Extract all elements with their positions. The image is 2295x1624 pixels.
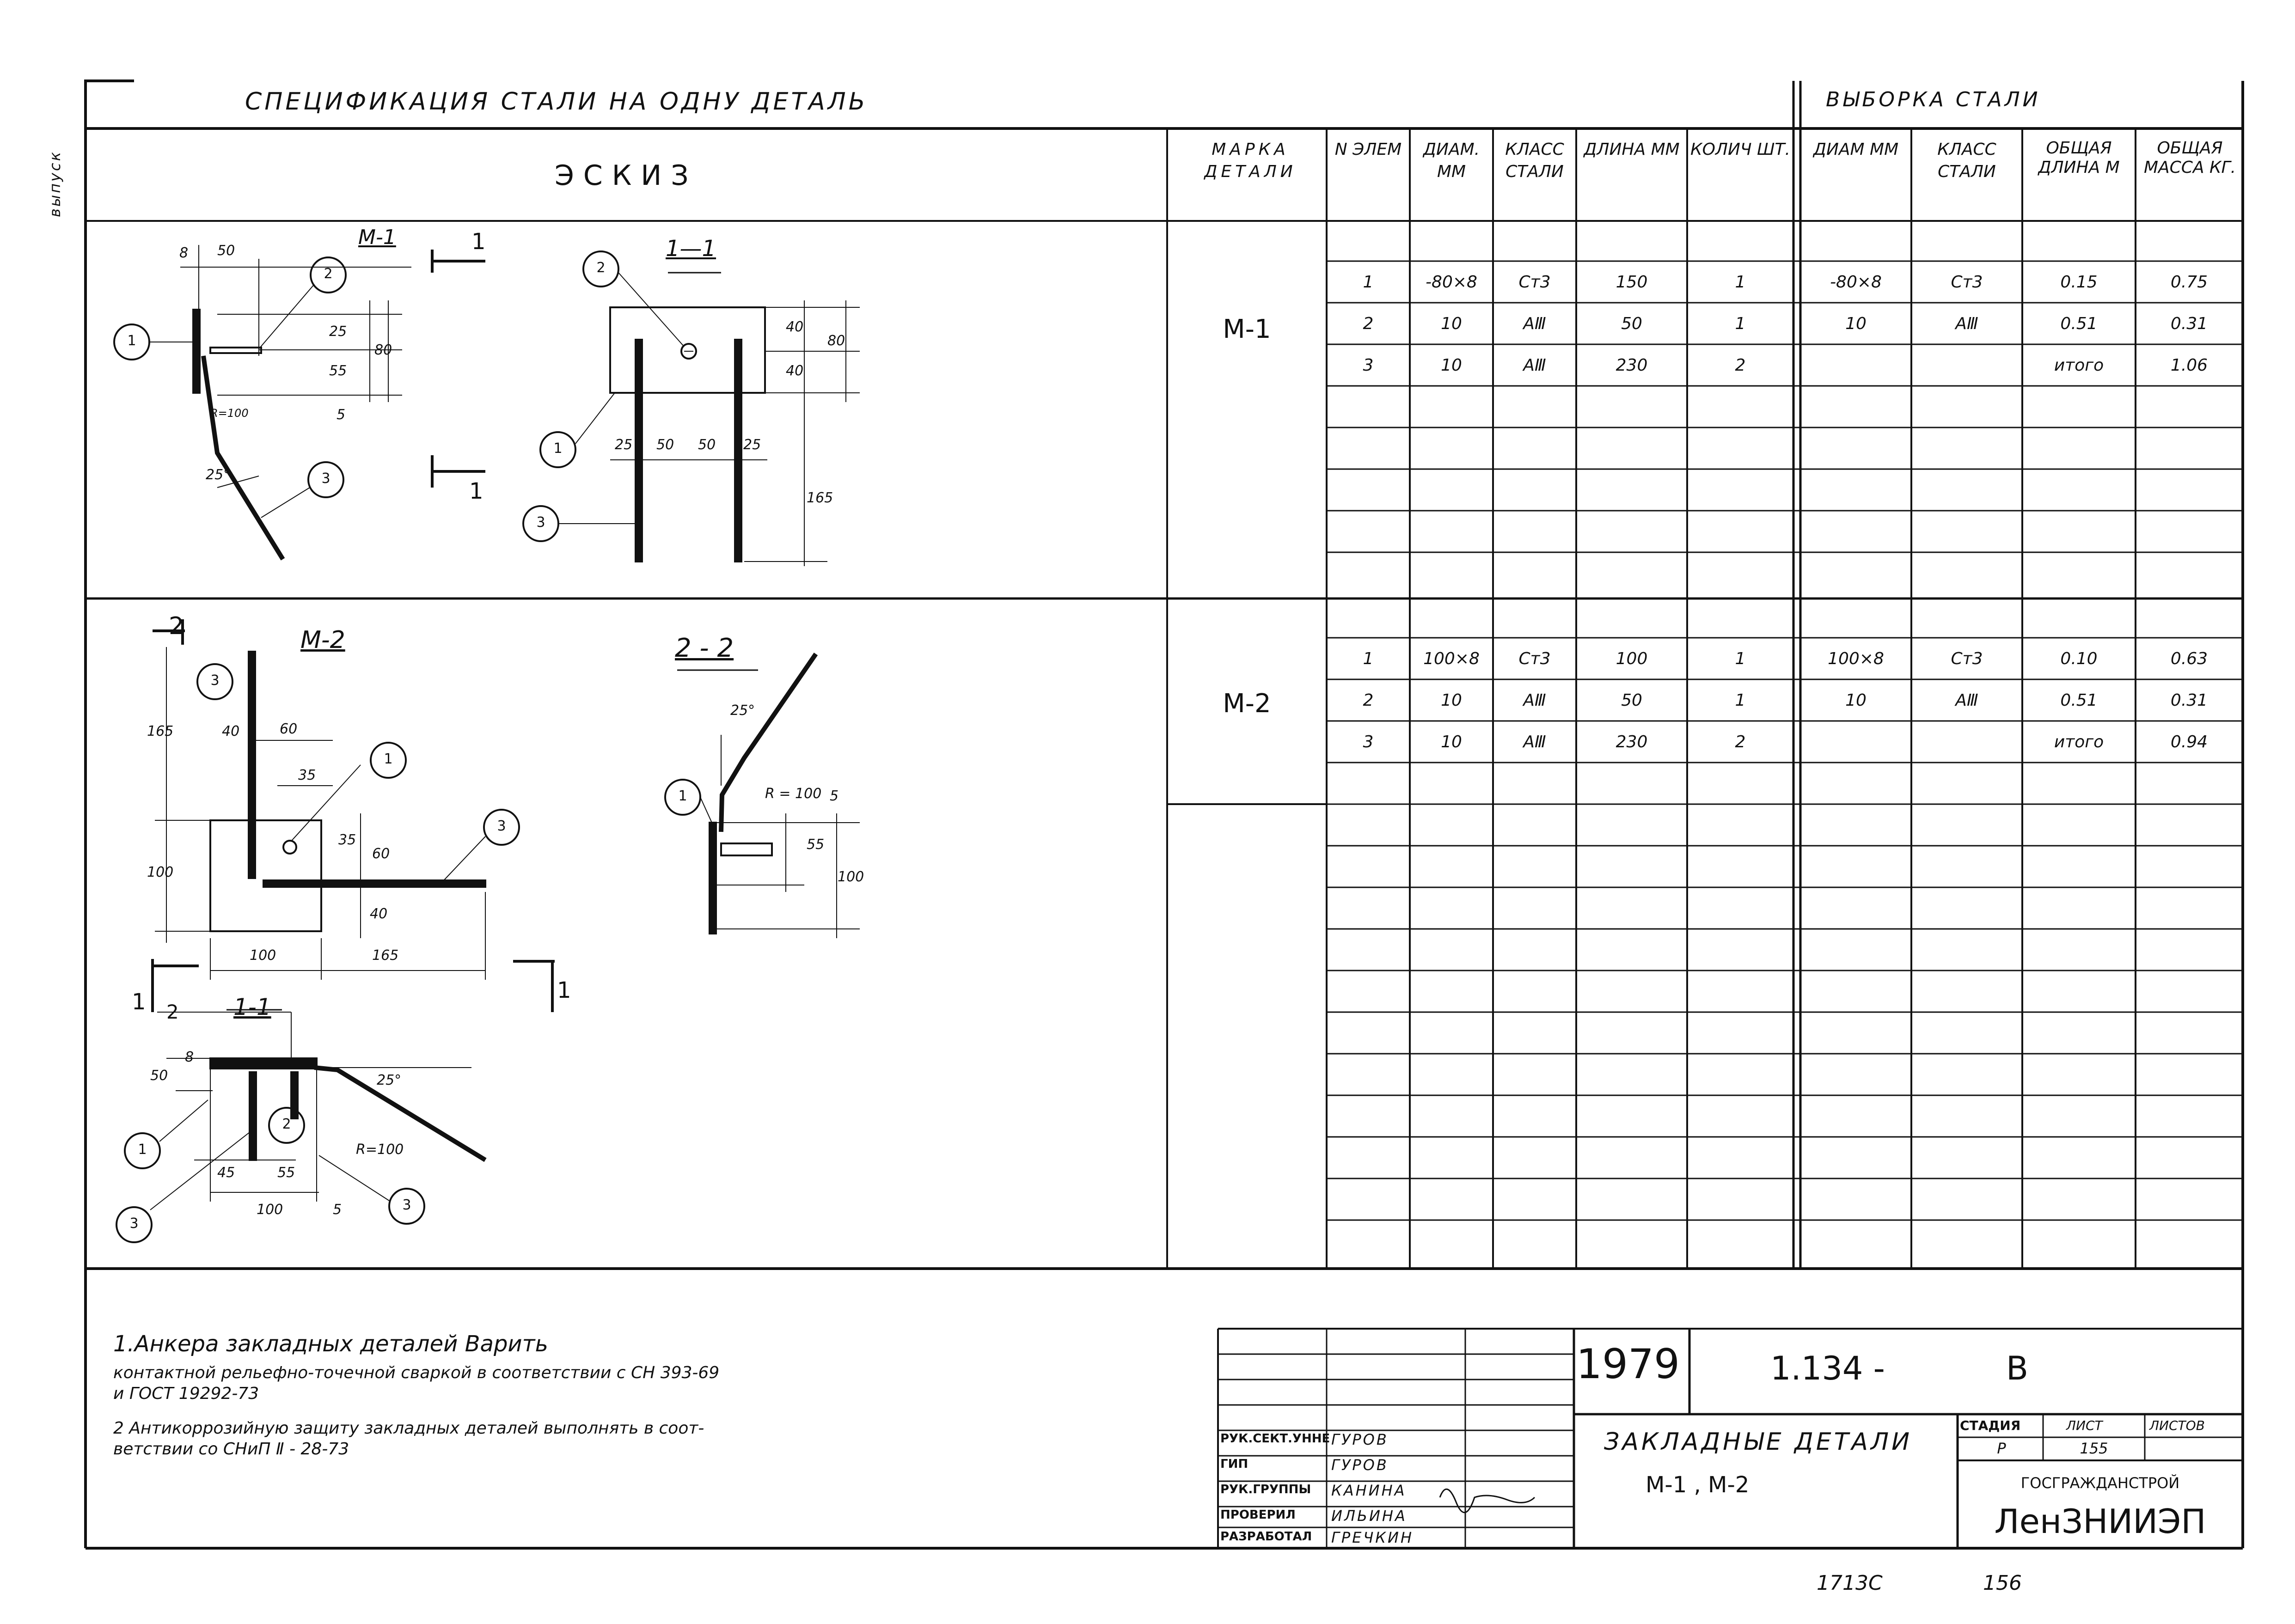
balloon-3: 3 (536, 514, 545, 531)
dim-label: 165 (147, 723, 174, 739)
m1-cut-label-top: 1 (471, 229, 486, 255)
person-name: ГУРОВ (1331, 1456, 1389, 1474)
year: 1979 (1576, 1340, 1680, 1388)
sheet-value: 155 (2080, 1440, 2108, 1457)
m2-front-view (155, 647, 485, 980)
m2-r2-sel-diam: 10 (1845, 691, 1867, 710)
m1-r1-n: 1 (1363, 273, 1374, 292)
m2-r3-length: 230 (1616, 733, 1648, 751)
m1-r1-class: Ст3 (1518, 273, 1551, 292)
m1-section-view (610, 300, 860, 566)
dim-label: 25° (730, 702, 755, 719)
m1-r3-n: 3 (1363, 356, 1374, 375)
person-name: КАНИНА (1331, 1482, 1407, 1499)
dim-label: 100 (838, 869, 864, 885)
note-line: ветствии со СНиП Ⅱ - 28-73 (113, 1440, 349, 1459)
dim-label: 25° (377, 1072, 402, 1088)
m1-r2-diam: 10 (1441, 314, 1462, 333)
m2-r3-qty: 2 (1735, 733, 1746, 751)
m1-r2-qty: 1 (1735, 314, 1746, 333)
dim-label: 35 (338, 832, 356, 848)
m1-r1-qty: 1 (1735, 273, 1746, 292)
role-label: ГИП (1220, 1457, 1248, 1471)
m2-section-11-title: 1-1 (233, 994, 271, 1020)
m2-title: М-2 (300, 626, 345, 654)
dim-label: 25 (329, 324, 347, 340)
sheets-label: ЛИСТОВ (2149, 1418, 2205, 1433)
m1-r3-qty: 2 (1735, 356, 1746, 375)
role-label: РУК.ГРУППЫ (1220, 1483, 1311, 1496)
col-header-diam: ДИАМ. ММ (1423, 140, 1480, 181)
m2-r2-sel-length: 0.51 (2060, 691, 2098, 710)
m1-r2-class: АⅢ (1523, 314, 1546, 333)
m2-r1-length: 100 (1616, 649, 1648, 668)
balloon-3: 3 (402, 1197, 411, 1213)
note-line: 1.Анкера закладных деталей Варить (113, 1331, 548, 1357)
m1-section-title: 1—1 (666, 236, 716, 262)
m1-r3-sel-mass: 1.06 (2170, 356, 2208, 375)
m2-r1-sel-class: Ст3 (1951, 649, 1983, 668)
dim-label: 165 (807, 490, 833, 506)
footer-number-left: 1713С (1817, 1571, 1883, 1595)
sel-header-length: ОБЩАЯ ДЛИНА М (2038, 139, 2120, 177)
m1-r3-diam: 10 (1441, 356, 1462, 375)
detail-mark-m2: М-2 (1223, 689, 1271, 719)
dim-label: 55 (329, 363, 347, 379)
m2-cut-label-2b: 2 (166, 1001, 179, 1023)
dim-label: 35 (298, 767, 316, 783)
m2-section-11-view (157, 1012, 485, 1202)
m2-r1-class: Ст3 (1518, 649, 1551, 668)
m1-r3-class: АⅢ (1523, 356, 1546, 375)
dim-label: 55 (807, 836, 825, 853)
document-title: ЗАКЛАДНЫЕ ДЕТАЛИ (1604, 1428, 1912, 1456)
org-name: ЛенЗНИИЭП (1994, 1502, 2206, 1541)
dim-label: 45 (217, 1165, 235, 1181)
dim-label: 80 (827, 333, 845, 349)
signature (1440, 1489, 1535, 1513)
m2-r2-sel-class: АⅢ (1955, 691, 1978, 710)
m1-r1-diam: -80×8 (1426, 273, 1477, 292)
m2-cut-label-1b: 1 (557, 977, 571, 1003)
org-top: ГОСГРАЖДАНСТРОЙ (2020, 1474, 2180, 1492)
dim-label: 50 (698, 437, 716, 453)
balloon-2: 2 (324, 266, 333, 282)
m2-section-22-title: 2 - 2 (675, 633, 734, 663)
sel-header-diam: ДИАМ ММ (1813, 140, 1899, 159)
col-header-length: ДЛИНА ММ (1584, 140, 1680, 159)
m2-r1-sel-diam: 100×8 (1828, 649, 1884, 668)
role-label: ПРОВЕРИЛ (1220, 1508, 1296, 1522)
detail-mark-m1: М-1 (1223, 314, 1271, 344)
balloon-3: 3 (129, 1215, 139, 1232)
balloon-3: 3 (210, 672, 220, 689)
m1-r1-sel-length: 0.15 (2060, 273, 2098, 292)
dim-label: 8 (185, 1049, 194, 1065)
m2-r1-sel-length: 0.10 (2060, 649, 2098, 668)
m2-r2-qty: 1 (1735, 691, 1746, 710)
m1-r2-sel-length: 0.51 (2060, 314, 2098, 333)
person-name: ГУРОВ (1331, 1431, 1389, 1448)
m1-r2-n: 2 (1363, 314, 1374, 333)
dim-label: 5 (333, 1202, 342, 1218)
sel-header-class: КЛАСС СТАЛИ (1937, 140, 1996, 181)
m2-r2-n: 2 (1363, 691, 1374, 710)
balloon-3: 3 (497, 818, 506, 834)
m2-r3-class: АⅢ (1523, 733, 1546, 751)
dim-label: 60 (280, 721, 298, 737)
footer-number-right: 156 (1983, 1571, 2022, 1595)
m1-r2-sel-diam: 10 (1845, 314, 1867, 333)
person-name: ГРЕЧКИН (1331, 1529, 1414, 1546)
col-header-mark: МАРКА ДЕТАЛИ (1204, 140, 1297, 181)
dim-label: 5 (337, 407, 346, 423)
m1-cut-label-bottom: 1 (469, 478, 483, 504)
sketch-header: ЭСКИЗ (555, 159, 698, 192)
dim-label: R = 100 (765, 786, 822, 802)
m1-r2-length: 50 (1621, 314, 1642, 333)
m1-title: М-1 (358, 226, 396, 249)
m2-r3-n: 3 (1363, 733, 1374, 751)
dim-label: R=100 (210, 407, 249, 420)
dim-label: 60 (372, 846, 390, 862)
m1-r3-sel-length: итого (2054, 356, 2104, 375)
dim-label: 25 (615, 437, 633, 453)
note-line: контактной рельефно-точечной сваркой в соответствии с СН 393-69 (113, 1363, 720, 1382)
balloon-1: 1 (384, 751, 393, 767)
dim-label: 40 (370, 906, 388, 922)
m1-r3-length: 230 (1616, 356, 1648, 375)
m2-r2-class: АⅢ (1523, 691, 1546, 710)
m1-r2-sel-class: АⅢ (1955, 314, 1978, 333)
m2-r3-sel-length: итого (2054, 733, 2104, 751)
balloon-2: 2 (282, 1116, 291, 1132)
dim-label: 100 (257, 1202, 283, 1218)
m2-r1-qty: 1 (1735, 649, 1746, 668)
note-line: 2 Антикоррозийную защиту закладных деталей выполнять в соот- (113, 1419, 704, 1438)
balloon-1: 1 (127, 333, 136, 349)
m2-r3-diam: 10 (1441, 733, 1462, 751)
balloon-3: 3 (321, 470, 330, 487)
dim-label: 8 (179, 245, 189, 261)
m1-r1-length: 150 (1616, 273, 1648, 292)
balloon-1: 1 (138, 1142, 147, 1158)
side-label: выпуск (46, 150, 64, 217)
dim-label: 55 (277, 1165, 295, 1181)
m2-r2-length: 50 (1621, 691, 1642, 710)
m2-r1-n: 1 (1363, 649, 1374, 668)
m2-r2-diam: 10 (1441, 691, 1462, 710)
dim-label: 25 (743, 437, 761, 453)
m1-side-view (180, 245, 411, 559)
dim-label: 25° (206, 467, 231, 483)
balloon-1: 1 (553, 440, 563, 457)
m1-r2-sel-mass: 0.31 (2170, 314, 2208, 333)
selection-title: ВЫБОРКА СТАЛИ (1826, 88, 2041, 111)
m1-r1-sel-mass: 0.75 (2170, 273, 2208, 292)
document-code-suffix: В (2006, 1349, 2029, 1387)
balloon-1: 1 (678, 788, 687, 804)
m2-r1-sel-mass: 0.63 (2170, 649, 2208, 668)
document-code: 1.134 - (1770, 1349, 1885, 1387)
sheet-label: ЛИСТ (2066, 1418, 2103, 1433)
col-header-n: N ЭЛЕМ (1334, 140, 1402, 159)
spec-title: СПЕЦИФИКАЦИЯ СТАЛИ НА ОДНУ ДЕТАЛЬ (245, 88, 868, 116)
document-subtitle: М-1 , М-2 (1646, 1472, 1750, 1498)
m2-cut-label-1a: 1 (132, 989, 146, 1015)
col-header-class: КЛАСС СТАЛИ (1505, 140, 1564, 181)
dim-label: 50 (656, 437, 674, 453)
note-line: и ГОСТ 19292-73 (113, 1384, 259, 1403)
dim-label: 40 (222, 723, 240, 739)
dim-label: 5 (830, 788, 839, 804)
dim-label: 40 (786, 363, 804, 379)
dim-label: 50 (150, 1068, 168, 1084)
dim-label: 100 (147, 864, 174, 880)
col-header-qty: КОЛИЧ ШТ. (1690, 140, 1790, 159)
dim-label: 100 (250, 947, 276, 964)
stage-label: СТАДИЯ (1960, 1418, 2021, 1433)
dim-label: 80 (374, 342, 392, 358)
stage-value: Р (1997, 1440, 2006, 1457)
m2-r3-sel-mass: 0.94 (2170, 733, 2208, 751)
m2-r2-sel-mass: 0.31 (2170, 691, 2208, 710)
m1-r1-sel-diam: -80×8 (1830, 273, 1882, 292)
dim-label: 50 (217, 243, 235, 259)
m2-cut-label-2: 2 (169, 612, 184, 640)
role-label: РАЗРАБОТАЛ (1220, 1530, 1312, 1544)
dim-label: 40 (786, 319, 804, 335)
sel-header-mass: ОБЩАЯ МАССА КГ. (2143, 139, 2236, 177)
m1-r1-sel-class: Ст3 (1951, 273, 1983, 292)
dim-label: 165 (372, 947, 399, 964)
person-name: ИЛЬИНА (1331, 1507, 1407, 1525)
m2-r1-diam: 100×8 (1423, 649, 1480, 668)
role-label: РУК.СЕКТ.УННЕ (1220, 1432, 1330, 1446)
balloon-2: 2 (596, 260, 606, 276)
dim-label: R=100 (356, 1142, 404, 1158)
